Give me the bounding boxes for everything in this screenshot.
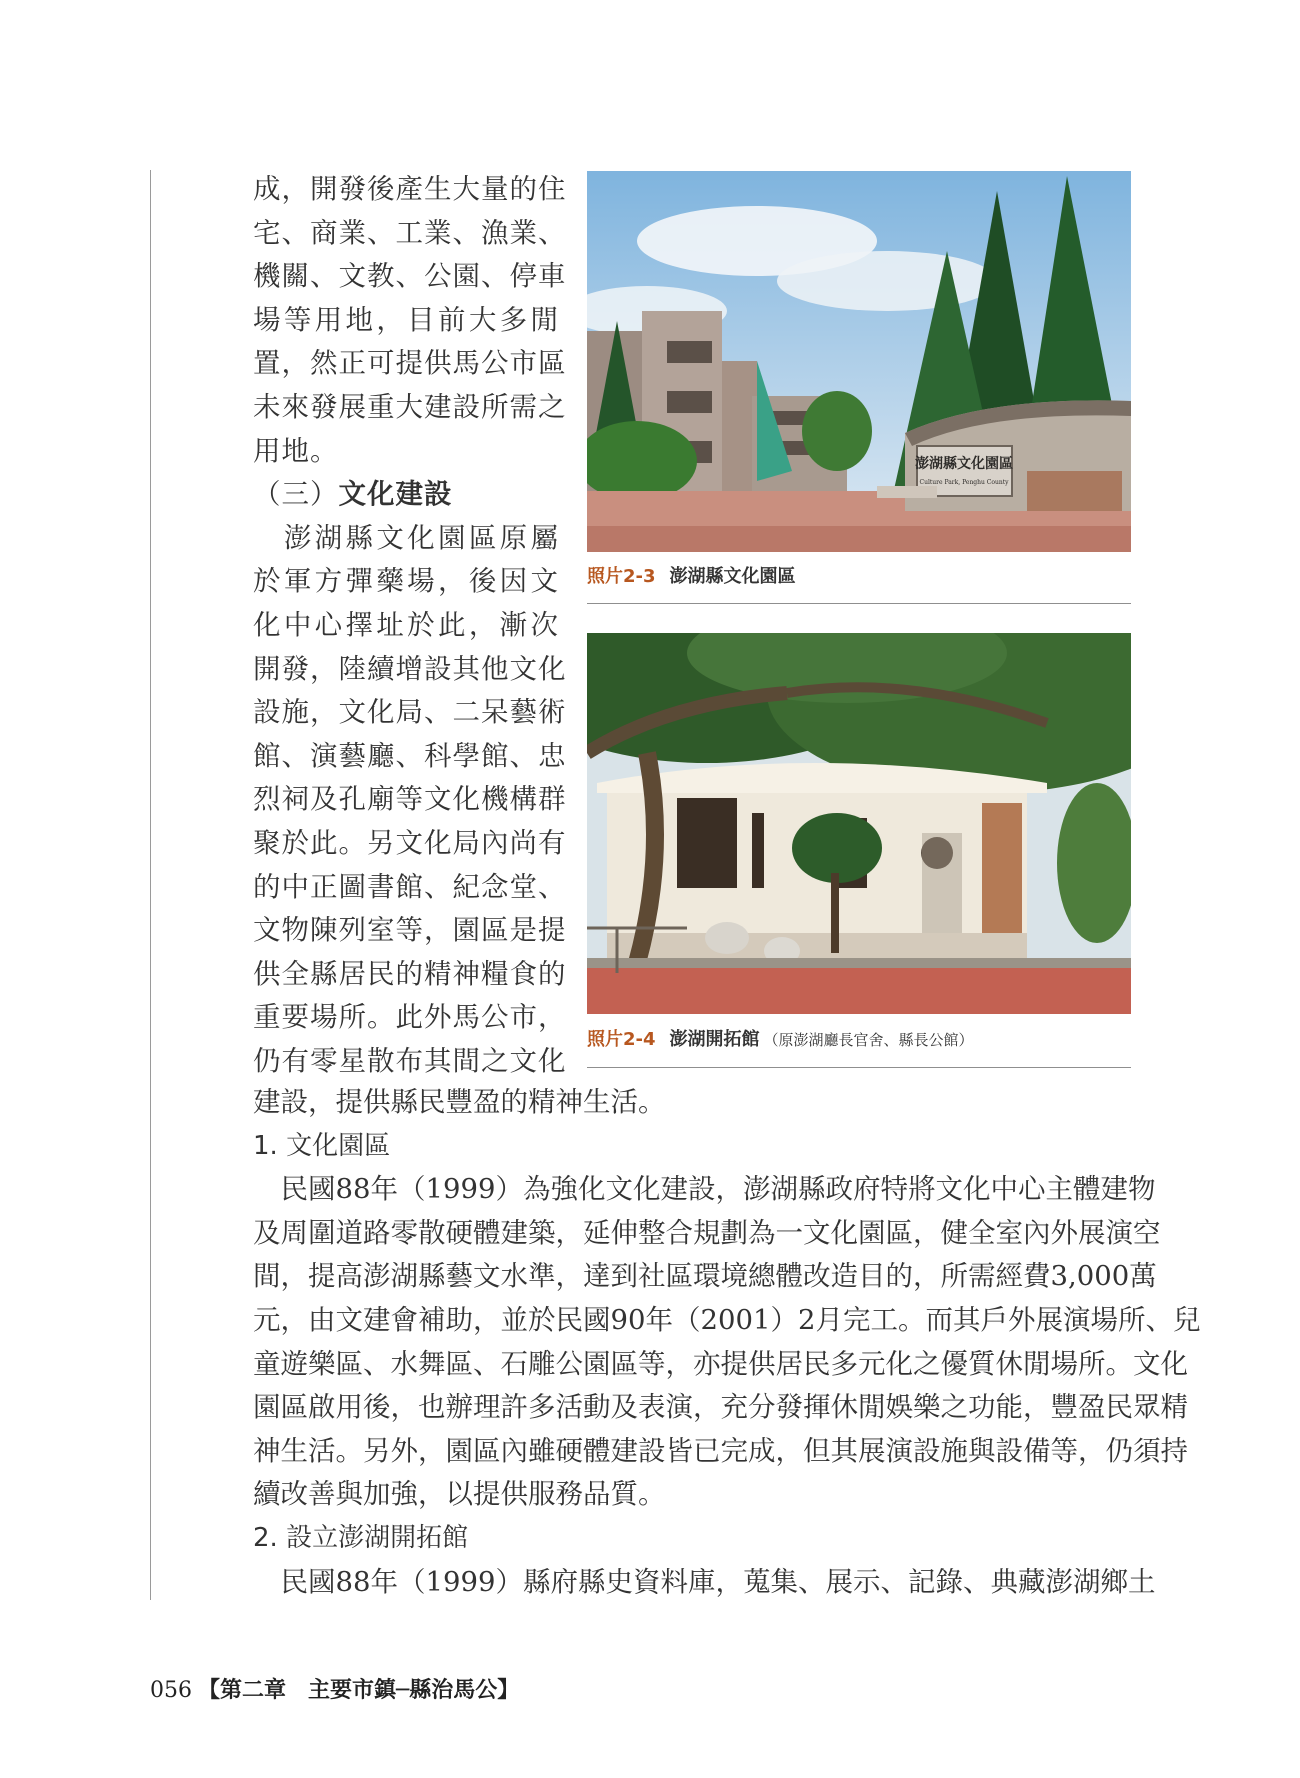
body-line: 宅、商業、工業、漁業、 [253, 216, 567, 249]
body-line: 機關、文教、公園、停車 [253, 260, 567, 293]
body-line: 元，由文建會補助，並於民國90年（2001）2月完工。而其戶外展演場所、兒 [253, 1303, 1201, 1336]
page-footer [150, 1673, 519, 1704]
section-heading-prefix: （三） [253, 478, 339, 511]
body-line: 續改善與加強，以提供服務品質。 [253, 1478, 666, 1511]
body-line: 館、演藝廳、科學館、忠 [253, 739, 567, 772]
caption-rule [587, 1067, 1131, 1068]
body-line: 供全縣居民的精神糧食的 [253, 957, 567, 990]
caption-number: 照片2-4 [587, 1029, 656, 1050]
body-line: 仍有零星散布其間之文化 [253, 1044, 567, 1077]
caption-note: （原澎湖廳長官舍、縣長公館） [763, 1031, 974, 1049]
body-line: 澎湖縣文化園區原屬 [253, 521, 559, 554]
body-line: 園區啟用後，也辦理許多活動及表演，充分發揮休閒娛樂之功能，豐盈民眾精 [253, 1391, 1188, 1424]
body-line: 重要場所。此外馬公市， [253, 1001, 567, 1034]
left-text-column [253, 168, 567, 1083]
body-line: 烈祠及孔廟等文化機構群 [253, 783, 567, 816]
body-line: 的中正圖書館、紀念堂、 [253, 870, 567, 903]
body-line: 童遊樂區、水舞區、石雕公園區等，亦提供居民多元化之優質休閒場所。文化 [253, 1347, 1188, 1380]
photo-caption [587, 562, 796, 588]
caption-title: 澎湖縣文化園區 [669, 566, 796, 587]
full-width-text [253, 1081, 1201, 1604]
margin-rule [150, 170, 151, 1600]
subsection-heading-reclamation-hall: 2. 設立澎湖開拓館 [253, 1522, 469, 1553]
body-line: 聚於此。另文化局內尚有 [253, 826, 567, 859]
sign-text: 澎湖縣文化園區 [915, 456, 1013, 472]
body-line: 化中心擇址於此，漸次 [253, 608, 559, 641]
section-heading [253, 473, 559, 517]
subsection-heading-culture-park: 1. 文化園區 [253, 1130, 391, 1161]
body-line: 民國88年（1999）為強化文化建設，澎湖縣政府特將文化中心主體建物 [253, 1173, 1156, 1206]
body-line: 間，提高澎湖縣藝文水準，達到社區環境總體改造目的，所需經費3,000萬 [253, 1260, 1157, 1293]
body-line: 置，然正可提供馬公市區 [253, 347, 567, 380]
body-line: 神生活。另外，園區內雖硬體建設皆已完成，但其展演設施與設備等，仍須持 [253, 1434, 1188, 1467]
body-line: 於軍方彈藥場，後因文 [253, 565, 559, 598]
body-line: 設施，文化局、二呆藝術 [253, 696, 567, 729]
body-line: 用地。 [253, 434, 339, 467]
body-line: 未來發展重大建設所需之 [253, 390, 567, 423]
body-line: 民國88年（1999）縣府縣史資料庫，蒐集、展示、記錄、典藏澎湖鄉土 [253, 1565, 1156, 1598]
body-line: 開發，陸續增設其他文化 [253, 652, 567, 685]
body-line: 文物陳列室等，園區是提 [253, 914, 567, 947]
photo-reclamation-hall [587, 633, 1131, 1014]
page-number: 056 [150, 1678, 192, 1703]
body-line: 場等用地，目前大多閒 [253, 303, 559, 336]
body-line: 及周圍道路零散硬體建築，延伸整合規劃為一文化園區，健全室內外展演空 [253, 1216, 1161, 1249]
chapter-title: 【第二章 主要市鎮─縣治馬公】 [198, 1677, 520, 1703]
body-line: 成，開發後產生大量的住 [253, 173, 567, 205]
caption-rule [587, 603, 1131, 604]
section-heading-title: 文化建設 [338, 478, 453, 511]
body-line: 建設，提供縣民豐盈的精神生活。 [253, 1086, 666, 1118]
sign-subtext: Culture Park, Penghu County [919, 479, 1009, 486]
caption-title: 澎湖開拓館 [669, 1029, 760, 1050]
photo-caption [587, 1025, 974, 1051]
caption-number: 照片2-3 [587, 566, 656, 587]
photo-culture-park [587, 171, 1131, 552]
